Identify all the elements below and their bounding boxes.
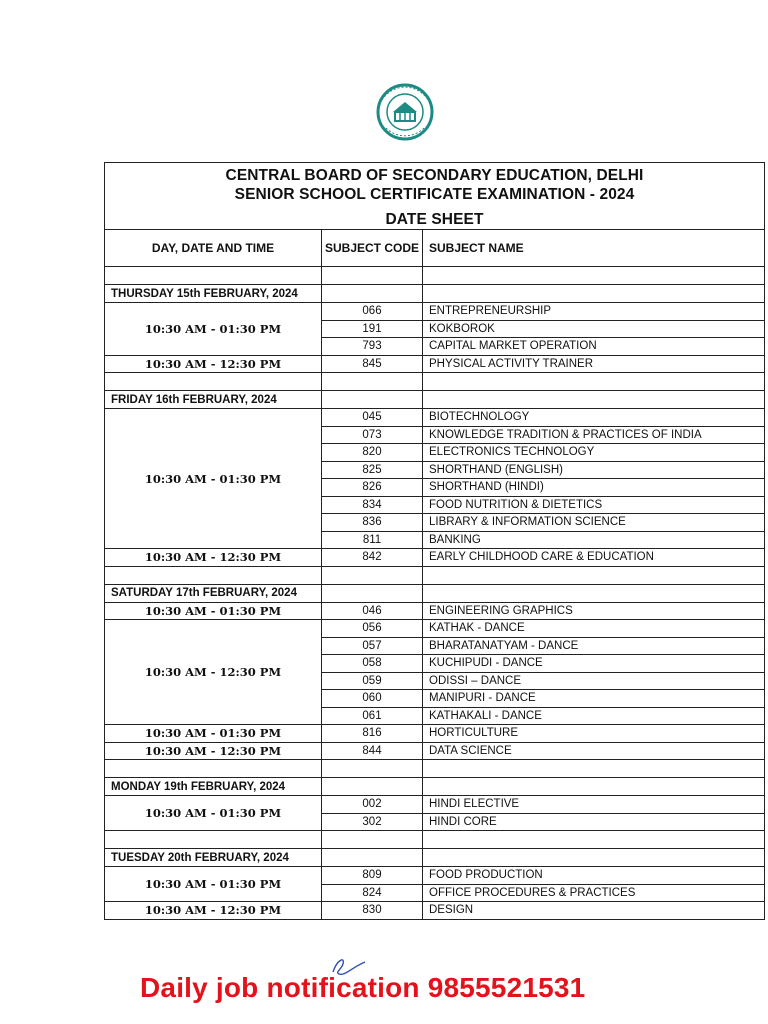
subject-code: 066	[322, 303, 423, 321]
schedule-body	[105, 267, 765, 920]
subject-name: BIOTECHNOLOGY	[423, 409, 765, 427]
subject-code: 820	[322, 444, 423, 462]
table-row	[105, 796, 765, 814]
day-row	[105, 778, 765, 796]
subject-code: 844	[322, 742, 423, 760]
subject-name: DESIGN	[423, 902, 765, 920]
subject-name: KOKBOROK	[423, 320, 765, 338]
spacer-row	[105, 267, 765, 285]
page-title: DATE SHEET	[385, 211, 484, 228]
subject-name: HORTICULTURE	[423, 725, 765, 743]
exam-time: 10:30 AM - 01:30 PM	[105, 409, 322, 549]
day-row	[105, 584, 765, 602]
table-row	[105, 355, 765, 373]
cbse-emblem-icon	[362, 82, 448, 142]
spacer-row	[105, 373, 765, 391]
subject-code: 060	[322, 690, 423, 708]
table-row	[105, 742, 765, 760]
subject-name: OFFICE PROCEDURES & PRACTICES	[423, 884, 765, 902]
table-row	[105, 409, 765, 427]
exam-time: 10:30 AM - 01:30 PM	[105, 602, 322, 620]
board-name: CENTRAL BOARD OF SECONDARY EDUCATION, DELHI	[225, 167, 644, 184]
subject-name: FOOD NUTRITION & DIETETICS	[423, 496, 765, 514]
subject-name: EARLY CHILDHOOD CARE & EDUCATION	[423, 549, 765, 567]
subject-code: 302	[322, 813, 423, 831]
subject-name: CAPITAL MARKET OPERATION	[423, 338, 765, 356]
subject-code: 002	[322, 796, 423, 814]
subject-code: 793	[322, 338, 423, 356]
subject-name: HINDI ELECTIVE	[423, 796, 765, 814]
subject-name: SHORTHAND (ENGLISH)	[423, 461, 765, 479]
table-row	[105, 620, 765, 638]
footer-notice: Daily job notification 9855521531	[140, 972, 586, 1003]
exam-time: 10:30 AM - 01:30 PM	[105, 867, 322, 902]
subject-code: 046	[322, 602, 423, 620]
subject-name: PHYSICAL ACTIVITY TRAINER	[423, 355, 765, 373]
subject-code: 809	[322, 867, 423, 885]
subject-name: DATA SCIENCE	[423, 742, 765, 760]
subject-name: ELECTRONICS TECHNOLOGY	[423, 444, 765, 462]
subject-name: ODISSI – DANCE	[423, 672, 765, 690]
subject-name: KUCHIPUDI - DANCE	[423, 655, 765, 673]
spacer-row	[105, 760, 765, 778]
subject-name: BANKING	[423, 531, 765, 549]
subject-name: BHARATANATYAM - DANCE	[423, 637, 765, 655]
subject-code: 057	[322, 637, 423, 655]
exam-time: 10:30 AM - 01:30 PM	[105, 725, 322, 743]
subject-name: FOOD PRODUCTION	[423, 867, 765, 885]
subject-code: 816	[322, 725, 423, 743]
date-sheet-table	[104, 162, 765, 920]
spacer-row	[105, 831, 765, 849]
day-label: THURSDAY 15th FEBRUARY, 2024	[105, 285, 322, 303]
subject-name: KNOWLEDGE TRADITION & PRACTICES OF INDIA	[423, 426, 765, 444]
subject-code: 824	[322, 884, 423, 902]
day-row	[105, 849, 765, 867]
day-label: TUESDAY 20th FEBRUARY, 2024	[105, 849, 322, 867]
day-label: MONDAY 19th FEBRUARY, 2024	[105, 778, 322, 796]
subject-code: 056	[322, 620, 423, 638]
table-row	[105, 902, 765, 920]
subject-name: ENTREPRENEURSHIP	[423, 303, 765, 321]
subject-name: HINDI CORE	[423, 813, 765, 831]
subject-name: SHORTHAND (HINDI)	[423, 479, 765, 497]
table-row	[105, 602, 765, 620]
column-header-time: DAY, DATE AND TIME	[105, 230, 322, 267]
subject-name: KATHAKALI - DANCE	[423, 707, 765, 725]
day-row	[105, 285, 765, 303]
exam-time: 10:30 AM - 01:30 PM	[105, 303, 322, 356]
subject-code: 826	[322, 479, 423, 497]
subject-name: ENGINEERING GRAPHICS	[423, 602, 765, 620]
spacer-row	[105, 566, 765, 584]
subject-code: 830	[322, 902, 423, 920]
document-header	[105, 163, 765, 230]
exam-time: 10:30 AM - 12:30 PM	[105, 902, 322, 920]
day-row	[105, 391, 765, 409]
subject-code: 058	[322, 655, 423, 673]
table-row	[105, 303, 765, 321]
column-header-name: SUBJECT NAME	[423, 230, 765, 267]
exam-time: 10:30 AM - 01:30 PM	[105, 796, 322, 831]
subject-code: 061	[322, 707, 423, 725]
subject-code: 811	[322, 531, 423, 549]
subject-code: 825	[322, 461, 423, 479]
subject-name: LIBRARY & INFORMATION SCIENCE	[423, 514, 765, 532]
subject-code: 836	[322, 514, 423, 532]
exam-time: 10:30 AM - 12:30 PM	[105, 742, 322, 760]
subject-code: 834	[322, 496, 423, 514]
exam-time: 10:30 AM - 12:30 PM	[105, 549, 322, 567]
subject-code: 845	[322, 355, 423, 373]
exam-time: 10:30 AM - 12:30 PM	[105, 355, 322, 373]
subject-code: 045	[322, 409, 423, 427]
table-row	[105, 725, 765, 743]
subject-name: MANIPURI - DANCE	[423, 690, 765, 708]
exam-name: SENIOR SCHOOL CERTIFICATE EXAMINATION - 2024	[234, 186, 635, 203]
subject-code: 073	[322, 426, 423, 444]
table-row	[105, 549, 765, 567]
day-label: FRIDAY 16th FEBRUARY, 2024	[105, 391, 322, 409]
subject-code: 059	[322, 672, 423, 690]
day-label: SATURDAY 17th FEBRUARY, 2024	[105, 584, 322, 602]
subject-code: 191	[322, 320, 423, 338]
subject-name: KATHAK - DANCE	[423, 620, 765, 638]
exam-time: 10:30 AM - 12:30 PM	[105, 620, 322, 725]
subject-code: 842	[322, 549, 423, 567]
table-row	[105, 867, 765, 885]
column-header-code: SUBJECT CODE	[322, 230, 423, 267]
